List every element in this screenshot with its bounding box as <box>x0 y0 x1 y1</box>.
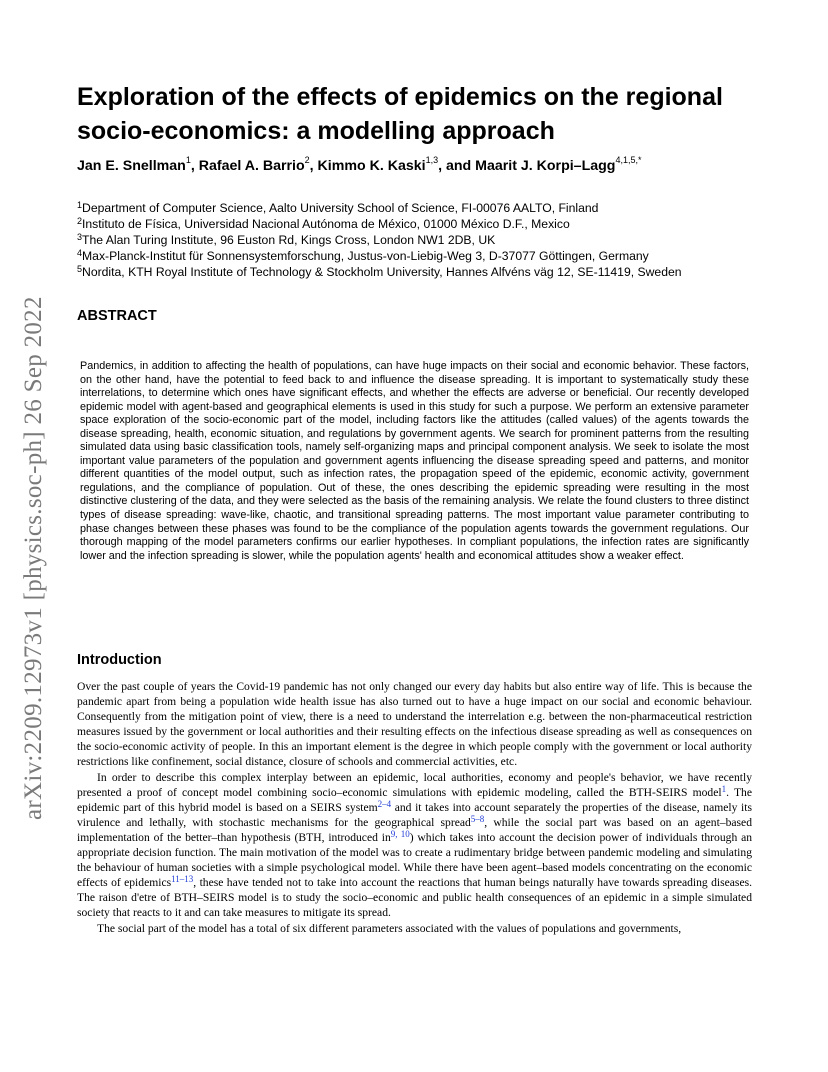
author-separator: , and <box>438 158 476 174</box>
affiliation-text: Instituto de Física, Universidad Nacional Autónoma de México, 01000 México D.F., Mexico <box>82 217 570 232</box>
affiliation-item <box>77 200 777 216</box>
author-list <box>77 155 777 174</box>
citation-link[interactable]: 11–13 <box>171 874 194 885</box>
text-segment: . The epidemic part of this hybrid model is based on a SEIRS system <box>77 785 752 814</box>
affiliation-item <box>77 248 777 264</box>
affiliation-item <box>77 264 777 280</box>
author-affiliation-ref: 4,1,5,* <box>615 155 642 165</box>
arxiv-identifier-stamp: arXiv:2209.12973v1 [physics.soc-ph] 26 Sep 2022 <box>20 296 47 820</box>
introduction-body <box>77 679 752 936</box>
text-segment: ) which takes into account the decision power of individuals through an appropriate decision function. The main motivation of the model was to create a rudimentary bridge between pandemic modeling and simulating the behaviour of human societies with a simple psychological model. While there have been agent–based models concentrating on the economic effects of epidemics <box>77 830 753 890</box>
affiliation-item <box>77 216 777 232</box>
citation-link[interactable]: 1 <box>721 783 727 794</box>
paper-title: Exploration of the effects of epidemics on the regional socio-economics: a modelling approach <box>77 83 723 145</box>
affiliation-list <box>77 200 777 280</box>
introduction-paragraph-3: The social part of the model has a total of six different parameters associated with the values of populations and governments, <box>97 921 682 935</box>
affiliation-text: Max-Planck-Institut für Sonnensystemforschung, Justus-von-Liebig-Weg 3, D-37077 Göttingen, Germany <box>82 249 649 264</box>
citation-link[interactable]: 2–4 <box>377 798 392 809</box>
author-name: Maarit J. Korpi–Lagg <box>475 158 616 174</box>
text-segment: , while the social part was based on an agent–based implementation of the better–than hypothesis (BTH, introduced in <box>77 815 752 844</box>
affiliation-number: 5 <box>77 264 83 275</box>
author-affiliation-ref: 1 <box>185 155 191 165</box>
abstract-heading: ABSTRACT <box>77 308 157 324</box>
affiliation-text: Nordita, KTH Royal Institute of Technology & Stockholm University, Hannes Alfvéns väg 12, SE-11419, Sweden <box>82 265 682 280</box>
abstract-body: Pandemics, in addition to affecting the health of populations, can have huge impacts on their social and economic behavior. These factors, on the other hand, have the potential to feed back to and influence the disease spreading. It is important to systematically study these interrelations, to determine which ones have significant effects, and whether the effects are adverse or beneficial. Our recently developed epidemic model with agent-based and geographical elements is used in this study for such a purpose. We perform an extensive parameter space exploration of the socio-economic part of the model, including factors like the attitudes (called values) of the agents towards the disease spreading, health, economic situation, and regulations by government agents. We search for prominent patterns from the resulting simulated data using basic classification tools, namely self-organizing maps and principal component analysis. We seek to isolate the most important value parameters of the population and government agents influencing the disease spreading speed and patterns, and monitor different quantities of the model output, such as infection rates, the propagation speed of the epidemic, economic activity, government regulations, and the compliance of population. Out of these, the ones describing the epidemic spreading were resulting in the most distinctive clustering of the data, and they were selected as the basis of the remaining analysis. We relate the found clusters to three distinct types of disease spreading: wave-like, chaotic, and transitional spreading patterns. The most important value parameter contributing to phase changes between these phases was found to be the compliance of the population agents towards the government regulations. Our thorough mapping of the model parameters confirms our earlier hypotheses. In compliant populations, the infection rates are significantly lower and the infection spreading is slower, while the population agents' health and economical attitudes show a weaker effect. <box>80 360 749 562</box>
affiliation-text: The Alan Turing Institute, 96 Euston Rd, Kings Cross, London NW1 2DB, UK <box>82 233 496 248</box>
text-segment: , these have tended not to take into account the reactions that human beings naturally have towards spreading diseases. The raison d'etre of BTH–SEIRS model is to study the socio–economic and public health consequences of an epidemic in a simple simulated society that reacts to it and can take measures to mitigate its spread. <box>77 876 753 920</box>
introduction-heading: Introduction <box>77 652 162 668</box>
citation-link[interactable]: 5–8 <box>470 813 485 824</box>
author-name: Jan E. Snellman <box>77 158 186 174</box>
introduction-paragraph-1: Over the past couple of years the Covid-19 pandemic has not only changed our every day habits but also entire way of life. This is because the pandemic apart from being a population wide health issue has also turned out to have a huge impact on our social and economic behaviour. Consequently from the mitigation point of view, there is a need to understand the interrelation e.g. between the non-pharmaceutical restriction measures issued by the government or local authorities and their resulting effects on the infectious disease spreading as well as consequences on the socio-economic activity of people. In this an important element is the degree in which people comply with the government or local authority restrictions like confinement, social distance, closure of schools and commercial activities, etc. <box>77 680 752 769</box>
text-segment: and it takes into account separately the properties of the disease, namely its virulence and lethally, with stochastic mechanisms for the geographical spread <box>77 800 753 829</box>
affiliation-number: 4 <box>77 248 83 259</box>
affiliation-number: 1 <box>77 200 83 210</box>
text-segment: In order to describe this complex interplay between an epidemic, local authorities, economy and people's behavior, we have recently presented a proof of concept model combining socio–economic simulations with epidemic modeling, called the BTH-SEIRS model <box>77 770 752 799</box>
introduction-paragraph-2 <box>77 770 752 921</box>
citation-link[interactable]: 9, 10 <box>390 828 410 839</box>
affiliation-text: Department of Computer Science, Aalto University School of Science, FI-00076 AALTO, Finland <box>82 201 599 215</box>
author-name: Rafael A. Barrio <box>198 158 305 174</box>
affiliation-number: 2 <box>77 216 83 227</box>
author-name: Kimmo K. Kaski <box>317 158 426 174</box>
author-affiliation-ref: 2 <box>304 155 310 165</box>
author-separator: , <box>309 158 318 174</box>
affiliation-item <box>77 232 777 248</box>
author-separator: , <box>190 158 199 174</box>
affiliation-number: 3 <box>77 232 83 243</box>
author-affiliation-ref: 1,3 <box>425 155 439 165</box>
